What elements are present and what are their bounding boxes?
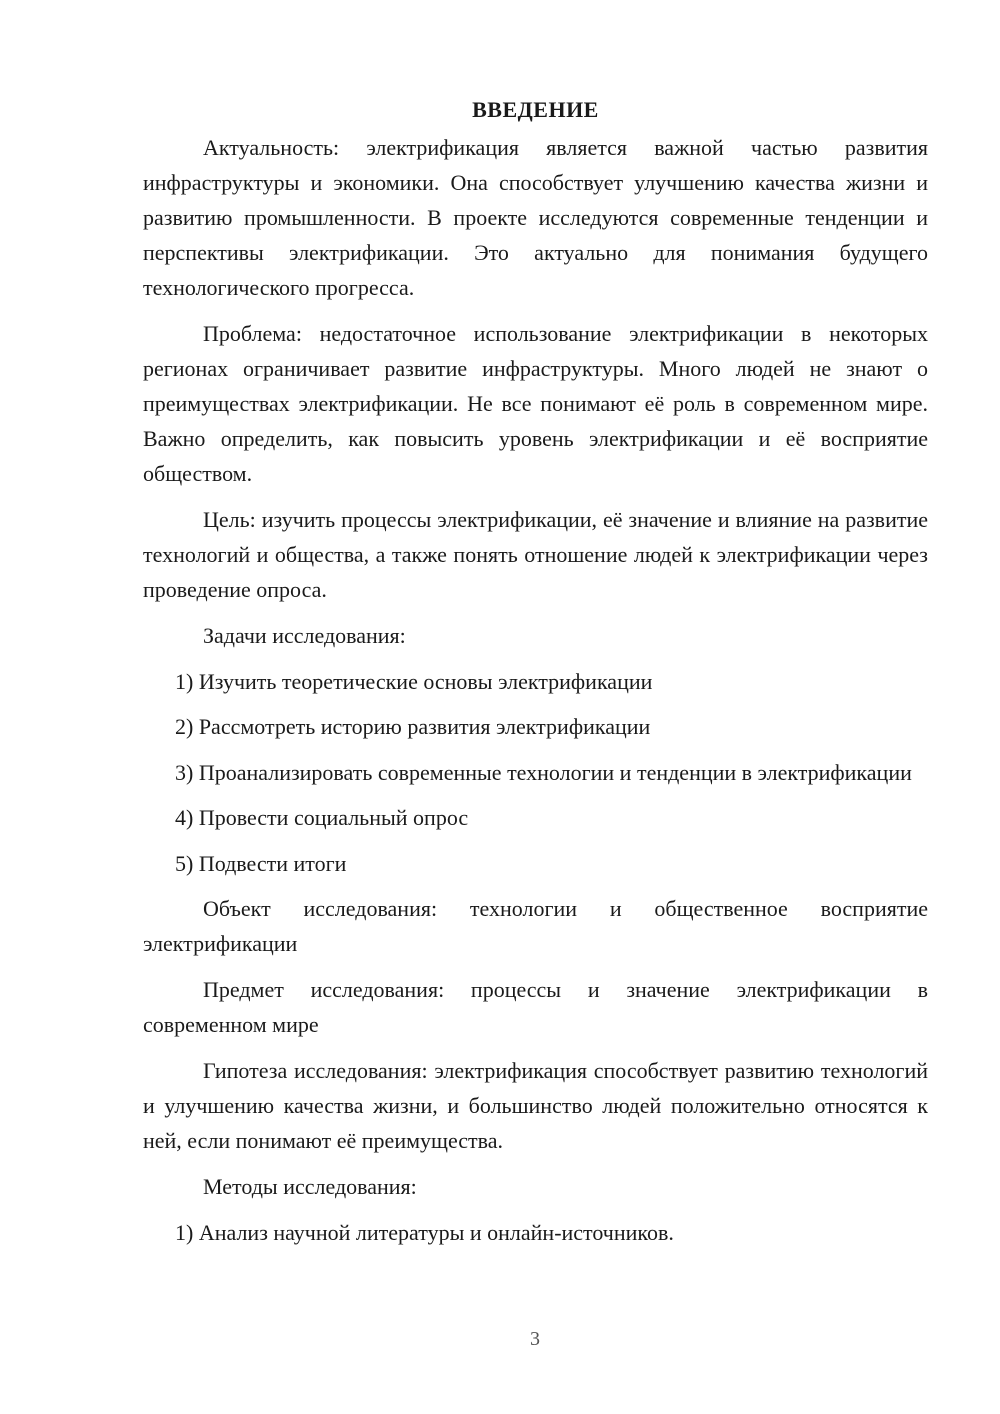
relevance-paragraph: Актуальность: электрификация является важной частью развития инфраструктуры и экономики. Она способствует улучшению качества жизни и развитию промышленности. В проекте исследуются современные тенденции и перспективы электрификации. Это актуально для понимания будущего технологического прогресса. <box>143 135 928 300</box>
object-paragraph: Объект исследования: технологии и общественное восприятие электрификации <box>143 896 928 956</box>
methods-heading: Методы исследования: <box>203 1174 417 1199</box>
problem-paragraph: Проблема: недостаточное использование электрификации в некоторых регионах ограничивает развитие инфраструктуры. Много людей не знают о преимуществах электрификации. Не все понимают её роль в современном мире. Важно определить, как повысить уровень электрификации и её восприятие обществом. <box>143 321 928 486</box>
subject-paragraph: Предмет исследования: процессы и значение электрификации в современном мире <box>143 977 928 1037</box>
task-item: 3) Проанализировать современные технологии и тенденции в электрификации <box>175 759 912 785</box>
page-title: ВВЕДЕНИЕ <box>472 97 599 122</box>
task-item: 1) Изучить теоретические основы электрификации <box>175 668 653 694</box>
task-item: 2) Рассмотреть историю развития электрификации <box>175 714 651 739</box>
page-number: 3 <box>530 1328 540 1350</box>
task-item: 5) Подвести итоги <box>175 850 347 876</box>
method-item: 1) Анализ научной литературы и онлайн-источников. <box>175 1219 674 1245</box>
goal-paragraph: Цель: изучить процессы электрификации, её значение и влияние на развитие технологий и общества, а также понять отношение людей к электрификации через проведение опроса. <box>143 507 928 602</box>
hypothesis-paragraph: Гипотеза исследования: электрификация способствует развитию технологий и улучшению качества жизни, и большинство людей положительно относятся к ней, если понимают её преимущества. <box>143 1058 928 1153</box>
document-page <box>143 90 928 1260</box>
task-item: 4) Провести социальный опрос <box>175 805 469 830</box>
tasks-heading: Задачи исследования: <box>203 623 406 648</box>
